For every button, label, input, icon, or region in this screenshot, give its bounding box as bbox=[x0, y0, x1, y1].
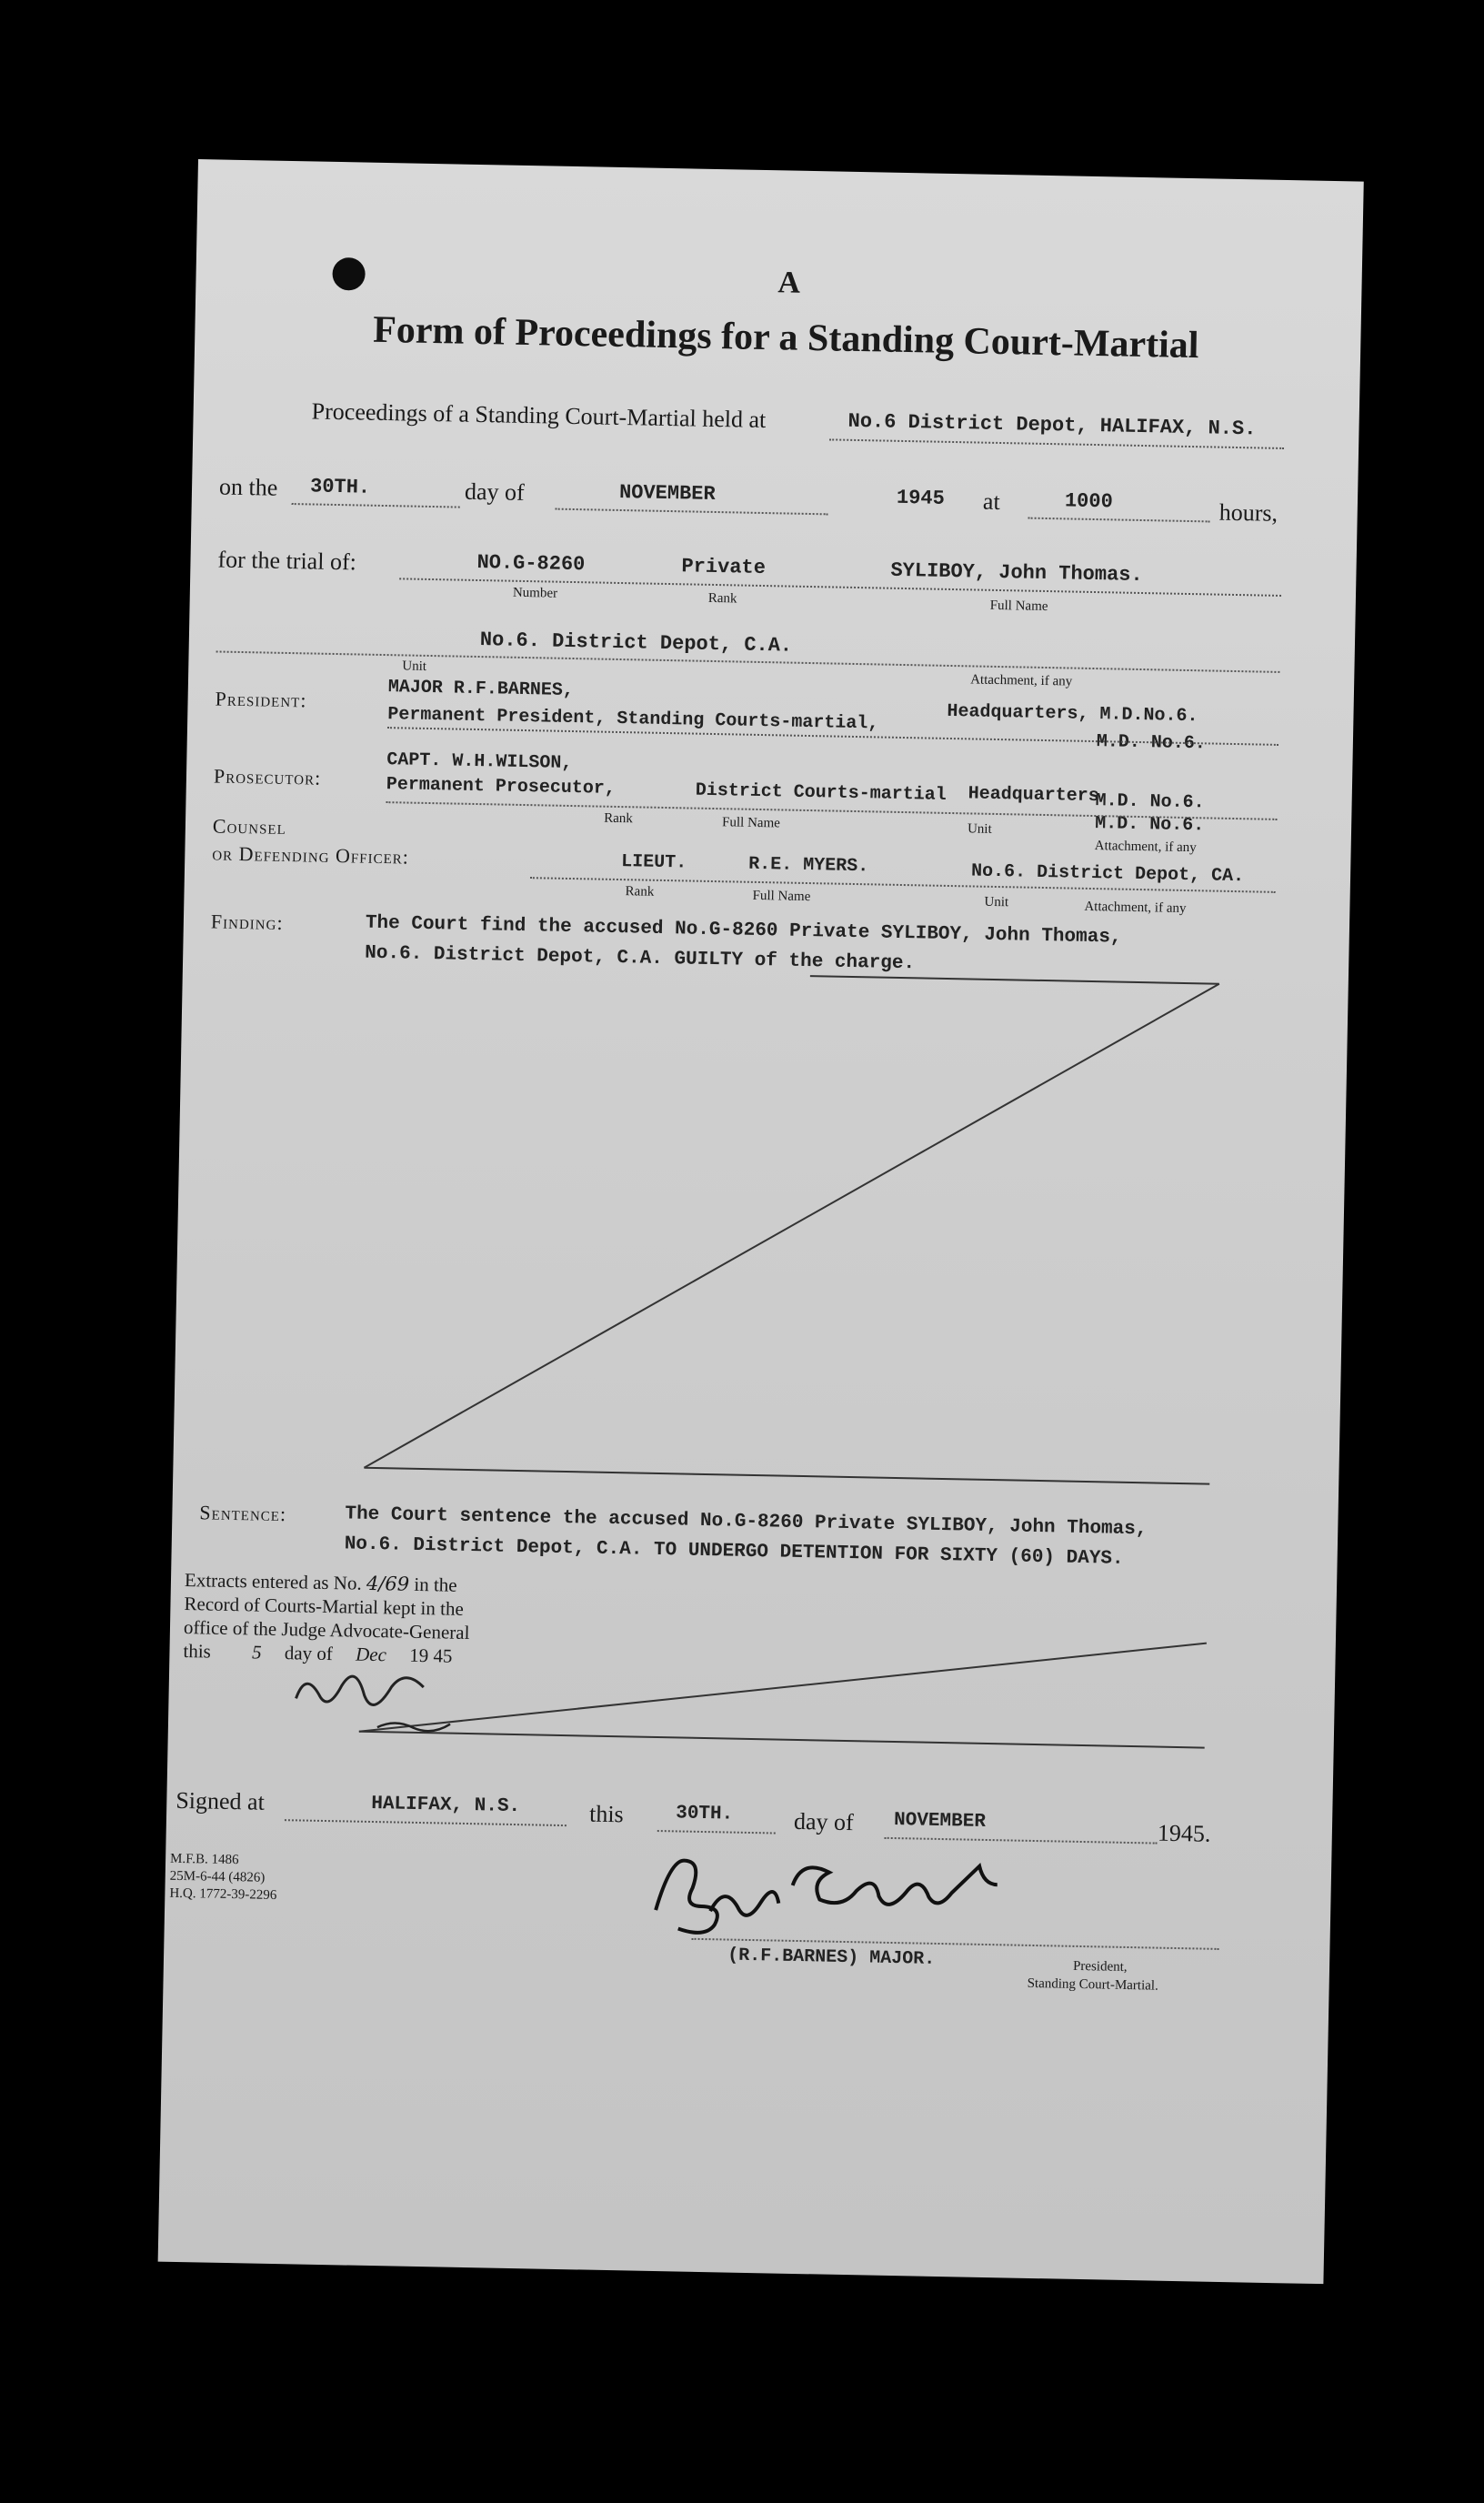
trial-day: 30TH. bbox=[309, 475, 371, 499]
finding-line-2: No.6. District Depot, C.A. GUILTY of the charge. bbox=[365, 942, 916, 975]
president-role: President, bbox=[1072, 1958, 1128, 1975]
accused-rank: Private bbox=[681, 555, 767, 580]
sentence-label: Sentence: bbox=[199, 1501, 287, 1526]
held-at-place: No.6 District Depot, HALIFAX, N.S. bbox=[847, 409, 1257, 441]
president-title: Permanent President, Standing Courts-martial, bbox=[387, 704, 879, 735]
defending-officer-label: or Defending Officer: bbox=[212, 841, 410, 869]
trial-time: 1000 bbox=[1064, 489, 1114, 514]
prosecutor-unit: Headquarters bbox=[968, 783, 1099, 808]
signed-month: NOVEMBER bbox=[893, 1810, 987, 1833]
form-codes: M.F.B. 1486 25M-6-44 (4826) H.Q. 1772-39-2296 bbox=[169, 1851, 277, 1904]
finding-line-1: The Court find the accused No.G-8260 Private SYLIBOY, John Thomas, bbox=[365, 912, 1122, 949]
extracts-line-4: this 5 day of Dec 19 45 bbox=[183, 1639, 453, 1667]
extracts-line-2: Record of Courts-Martial kept in the bbox=[184, 1592, 465, 1620]
signed-day: 30TH. bbox=[675, 1803, 734, 1825]
extract-number: 4/69 bbox=[366, 1572, 410, 1595]
prosecutor-label: Prosecutor: bbox=[213, 764, 322, 789]
counsel-label: Counsel bbox=[212, 814, 287, 839]
trial-year: 1945 bbox=[896, 486, 946, 510]
attachment-caption: Attachment, if any bbox=[970, 672, 1073, 689]
unit-caption: Unit bbox=[402, 658, 427, 674]
signed-this-label: this bbox=[588, 1800, 625, 1828]
president-label: President: bbox=[215, 687, 307, 712]
counsel-unit: No.6. District Depot, CA. bbox=[970, 860, 1245, 888]
sentence-line-1: The Court sentence the accused No.G-8260 Private SYLIBOY, John Thomas, bbox=[345, 1503, 1148, 1541]
day-of-label: day of bbox=[464, 477, 526, 506]
sentence-line-2: No.6. District Depot, C.A. TO UNDERGO DETENTION FOR SIXTY (60) DAYS. bbox=[344, 1533, 1124, 1570]
prosecutor-attachment: M.D. No.6. bbox=[1094, 813, 1205, 837]
on-the-label: on the bbox=[218, 473, 278, 501]
signed-year: 1945. bbox=[1157, 1819, 1211, 1847]
prosecutor-unit-caption: Unit bbox=[967, 821, 992, 837]
form-letter: A bbox=[777, 266, 801, 300]
counsel-rank: LIEUT. bbox=[621, 851, 687, 874]
prosecutor-full-name-caption: Full Name bbox=[721, 815, 780, 831]
counsel-unit-caption: Unit bbox=[984, 894, 1009, 910]
form-sheet bbox=[158, 159, 1364, 2284]
prosecutor-title: Permanent Prosecutor, bbox=[386, 774, 617, 799]
number-caption: Number bbox=[512, 585, 558, 601]
rank-caption: Rank bbox=[707, 590, 737, 607]
president-unit: Headquarters, M.D.No.6. bbox=[947, 700, 1198, 728]
prosecutor-attachment-caption: Attachment, if any bbox=[1094, 839, 1197, 856]
full-name-caption: Full Name bbox=[989, 598, 1048, 615]
finding-label: Finding: bbox=[210, 910, 284, 934]
prosecutor-name: CAPT. W.H.WILSON, bbox=[386, 749, 573, 775]
form-title: Form of Proceedings for a Standing Court-Martial bbox=[372, 308, 1199, 367]
signed-place: HALIFAX, N.S. bbox=[371, 1793, 521, 1818]
accused-full-name: SYLIBOY, John Thomas. bbox=[890, 558, 1143, 588]
counsel-rank-caption: Rank bbox=[625, 884, 655, 900]
hours-label: hours, bbox=[1218, 498, 1278, 527]
court-martial-role: Standing Court-Martial. bbox=[1027, 1975, 1158, 1994]
trial-of-label: for the trial of: bbox=[217, 546, 357, 576]
at-label: at bbox=[982, 488, 1000, 515]
extracts-line-3: office of the Judge Advocate-General bbox=[183, 1615, 470, 1644]
accused-unit: No.6. District Depot, C.A. bbox=[479, 628, 793, 658]
intro-label: Proceedings of a Standing Court-Martial held at bbox=[311, 397, 767, 434]
president-name: MAJOR R.F.BARNES, bbox=[387, 677, 575, 702]
accused-number: NO.G-8260 bbox=[476, 550, 586, 577]
trial-month: NOVEMBER bbox=[618, 480, 716, 506]
signed-day-of-label: day of bbox=[793, 1807, 855, 1836]
president-attachment: M.D. No.6. bbox=[1096, 731, 1207, 755]
prosecutor-rank-caption: Rank bbox=[604, 810, 633, 827]
extracts-line-1: Extracts entered as No. 4/69 in the bbox=[184, 1569, 457, 1596]
counsel-attachment-caption: Attachment, if any bbox=[1084, 899, 1187, 917]
counsel-name: R.E. MYERS. bbox=[748, 853, 869, 878]
prosecutor-full: District Courts-martial bbox=[695, 779, 947, 806]
typed-name: (R.F.BARNES) MAJOR. bbox=[727, 1945, 936, 1970]
counsel-full-name-caption: Full Name bbox=[752, 888, 811, 905]
prosecutor-md: M.D. No.6. bbox=[1095, 790, 1205, 814]
signed-at-label: Signed at bbox=[175, 1786, 266, 1815]
